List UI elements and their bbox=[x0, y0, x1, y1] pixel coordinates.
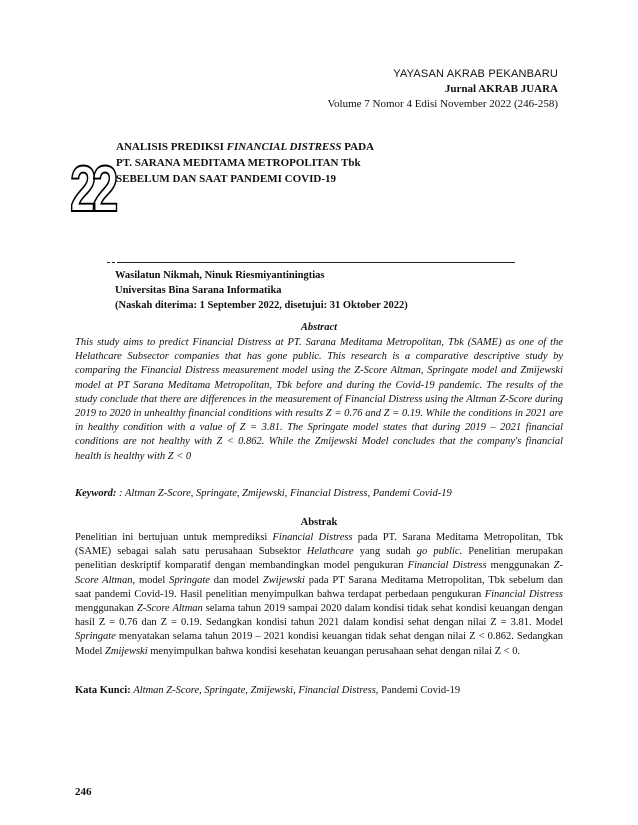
title-text: ANALISIS PREDIKSI bbox=[116, 141, 227, 153]
journal-volume: Volume 7 Nomor 4 Edisi November 2022 (246-258) bbox=[327, 98, 558, 110]
kata-kunci-label: Kata Kunci: bbox=[75, 685, 134, 696]
journal-name: Jurnal AKRAB JUARA bbox=[444, 83, 558, 95]
authors: Wasilatun Nikmah, Ninuk Riesmiyantiningtias bbox=[115, 270, 325, 281]
abstract-heading: Abstract bbox=[300, 322, 338, 333]
keywords-label: Keyword: bbox=[75, 488, 120, 499]
abstrak-body: Penelitian ini bertujuan untuk memprediksi Financial Distress pada PT. Sarana Meditama Metropolitan, Tbk (SAME) sebagai salah satu perusahaan Subsektor Helathcare yang sudah go public. Penelitian merupakan penelitian deskriptif komparatif dengan membandingkan model pengukuran Financial Distress menggunakan Z-Score Altman, model Springate dan model Zwijewski pada PT Sarana Meditama Metropolitan, Tbk sebelum dan saat pandemi Covid-19. Hasil penelitian menyimpulkan bahwa terdapat perbedaan pengukuran Financial Distress menggunakan Z-Score Altman selama tahun 2019 sampai 2020 dalam kondisi tidak sehat kondisi keuangan dengan hasil Z = 0.76 dan Z = 0.19. Sedangkan kondisi tahun 2021 dalam kondisi sehat dengan nilai Z = 3.81. Model Springate menyatakan selama tahun 2019 – 2021 kondisi keuangan tidak sehat dengan nilai Z < 0.862. Sedangkan Model Zmijewski menyimpulkan bahwa kondisi kesehatan keuangan perusahaan sehat dengan nilai Z < 0. bbox=[75, 532, 564, 657]
title-divider bbox=[118, 262, 515, 263]
article-number: 22 bbox=[70, 154, 114, 226]
article-title-line-3: SEBELUM DAN SAAT PANDEMI COVID-19 bbox=[116, 173, 337, 185]
kata-kunci bbox=[75, 684, 563, 698]
keywords-en bbox=[75, 487, 563, 501]
keywords-list: : Altman Z-Score, Springate, Zmijewski, Financial Distress, Pandemi Covid-19 bbox=[119, 488, 452, 499]
article-title-line-2: PT. SARANA MEDITAMA METROPOLITAN Tbk bbox=[116, 157, 361, 169]
title-italic-text: FINANCIAL DISTRESS bbox=[226, 141, 342, 153]
kata-kunci-tail: Pandemi Covid-19 bbox=[378, 685, 461, 696]
abstrak-heading: Abstrak bbox=[300, 517, 338, 528]
title-text: PADA bbox=[341, 141, 374, 153]
kata-kunci-list: Altman Z-Score, Springate, Zmijewski, Financial Distress, bbox=[133, 685, 379, 696]
abstract-body: This study aims to predict Financial Distress at PT. Sarana Meditama Metropolitan, Tbk (SAME) as one of the Helathcare Subsector companies that has gone public. This research is a comparative descriptive study by comparing the Financial Distress measurement model using the Z-Score Altman, Springate model and Zmijewski model at PT Sarana Meditama Metropolitan, Tbk before and during the Covid-19 pandemic. The results of the study conclude that there are differences in the measurement of Financial Distress using the Altman Z-Score during 2019 to 2020 in unhealthy financial conditions with results Z = 0.76 and Z = 0.19. While the conditions in 2021 are in healthy condition with a value of Z = 3.81. The Springate model states that during 2019 – 2021 financial conditions are not healthy with Z < 0.862. While the Zmijewski Model concludes that the company's financial health is healthy with Z < 0 bbox=[75, 337, 563, 462]
page-number: 246 bbox=[75, 786, 92, 798]
affiliation: Universitas Bina Sarana Informatika bbox=[115, 285, 282, 296]
article-title-line-1 bbox=[116, 141, 374, 153]
submission-dates: (Naskah diterima: 1 September 2022, disetujui: 31 Oktober 2022) bbox=[115, 300, 408, 311]
publisher-name: YAYASAN AKRAB PEKANBARU bbox=[393, 68, 558, 80]
